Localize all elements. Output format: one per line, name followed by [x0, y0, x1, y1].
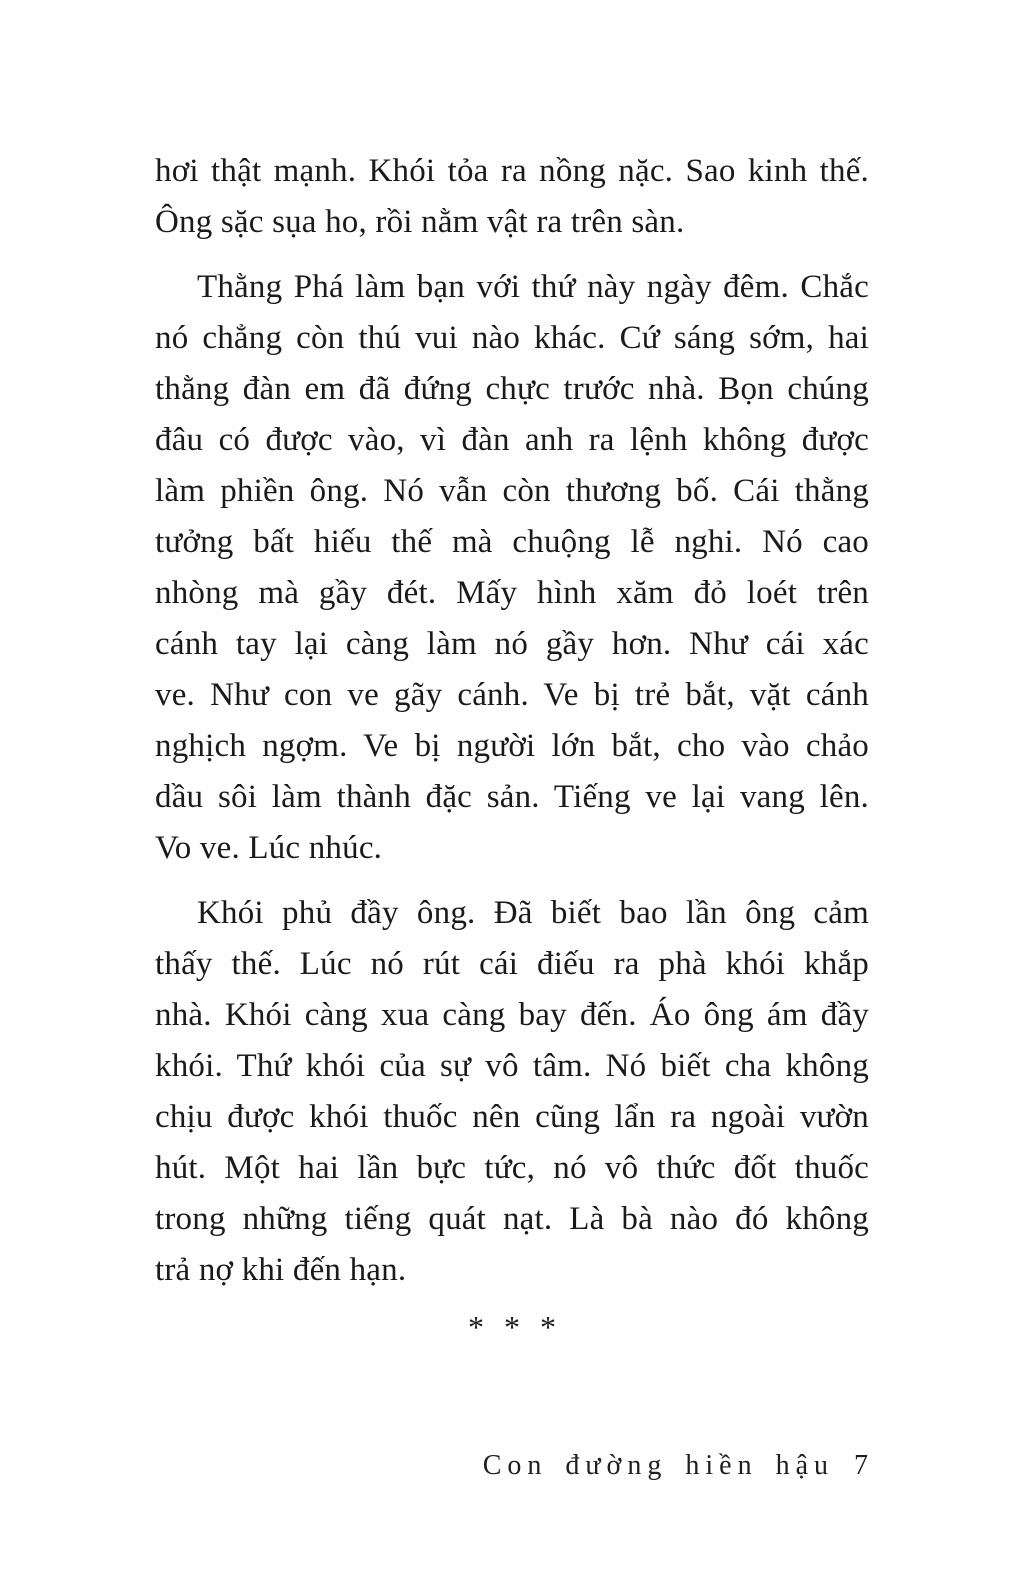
page-number: 7	[854, 1450, 868, 1481]
text-line: nhòng mà gầy đét. Mấy hình xăm đỏ loét trên	[155, 575, 869, 611]
text-line: thấy thế. Lúc nó rút cái điếu ra phà khói khắp	[155, 946, 869, 982]
text-line: trong những tiếng quát nạt. Là bà nào đó không	[155, 1201, 869, 1237]
text-line: đâu có được vào, vì đàn anh ra lệnh không được	[155, 422, 869, 458]
page-footer	[483, 1449, 868, 1483]
paragraph	[155, 146, 869, 248]
text-line: dầu sôi làm thành đặc sản. Tiếng ve lại vang lên.	[155, 779, 869, 815]
text-line: ve. Như con ve gãy cánh. Ve bị trẻ bắt, vặt cánh	[155, 677, 869, 713]
text-line: hơi thật mạnh. Khói tỏa ra nồng nặc. Sao kinh thế.	[155, 153, 869, 189]
text-line: làm phiền ông. Nó vẫn còn thương bố. Cái thằng	[155, 473, 869, 509]
text-line: Khói phủ đầy ông. Đã biết bao lần ông cảm	[197, 895, 869, 931]
running-title: Con đường hiền hậu	[482, 1450, 834, 1481]
text-line: Ông sặc sụa ho, rồi nằm vật ra trên sàn.	[155, 204, 685, 240]
text-line: Vo ve. Lúc nhúc.	[155, 830, 383, 866]
text-line: cánh tay lại càng làm nó gầy hơn. Như cái xác	[155, 626, 869, 662]
paragraph	[155, 262, 869, 874]
paragraph	[155, 888, 869, 1296]
text-line: thằng đàn em đã đứng chực trước nhà. Bọn chúng	[155, 371, 869, 407]
text-line: nhà. Khói càng xua càng bay đến. Áo ông ám đầy	[155, 997, 869, 1033]
section-separator: * * *	[468, 1309, 556, 1345]
text-line: chịu được khói thuốc nên cũng lẩn ra ngoài vườn	[155, 1099, 869, 1135]
text-line: khói. Thứ khói của sự vô tâm. Nó biết cha không	[155, 1048, 869, 1084]
text-line: trả nợ khi đến hạn.	[155, 1252, 407, 1288]
text-line: nó chẳng còn thú vui nào khác. Cứ sáng sớm, hai	[155, 320, 869, 356]
text-line: hút. Một hai lần bực tức, nó vô thức đốt thuốc	[155, 1150, 869, 1186]
text-line: Thằng Phá làm bạn với thứ này ngày đêm. Chắc	[197, 269, 869, 305]
body-text	[155, 146, 869, 1296]
text-line: tưởng bất hiếu thế mà chuộng lễ nghi. Nó cao	[155, 524, 869, 560]
text-line: nghịch ngợm. Ve bị người lớn bắt, cho vào chảo	[155, 728, 869, 764]
